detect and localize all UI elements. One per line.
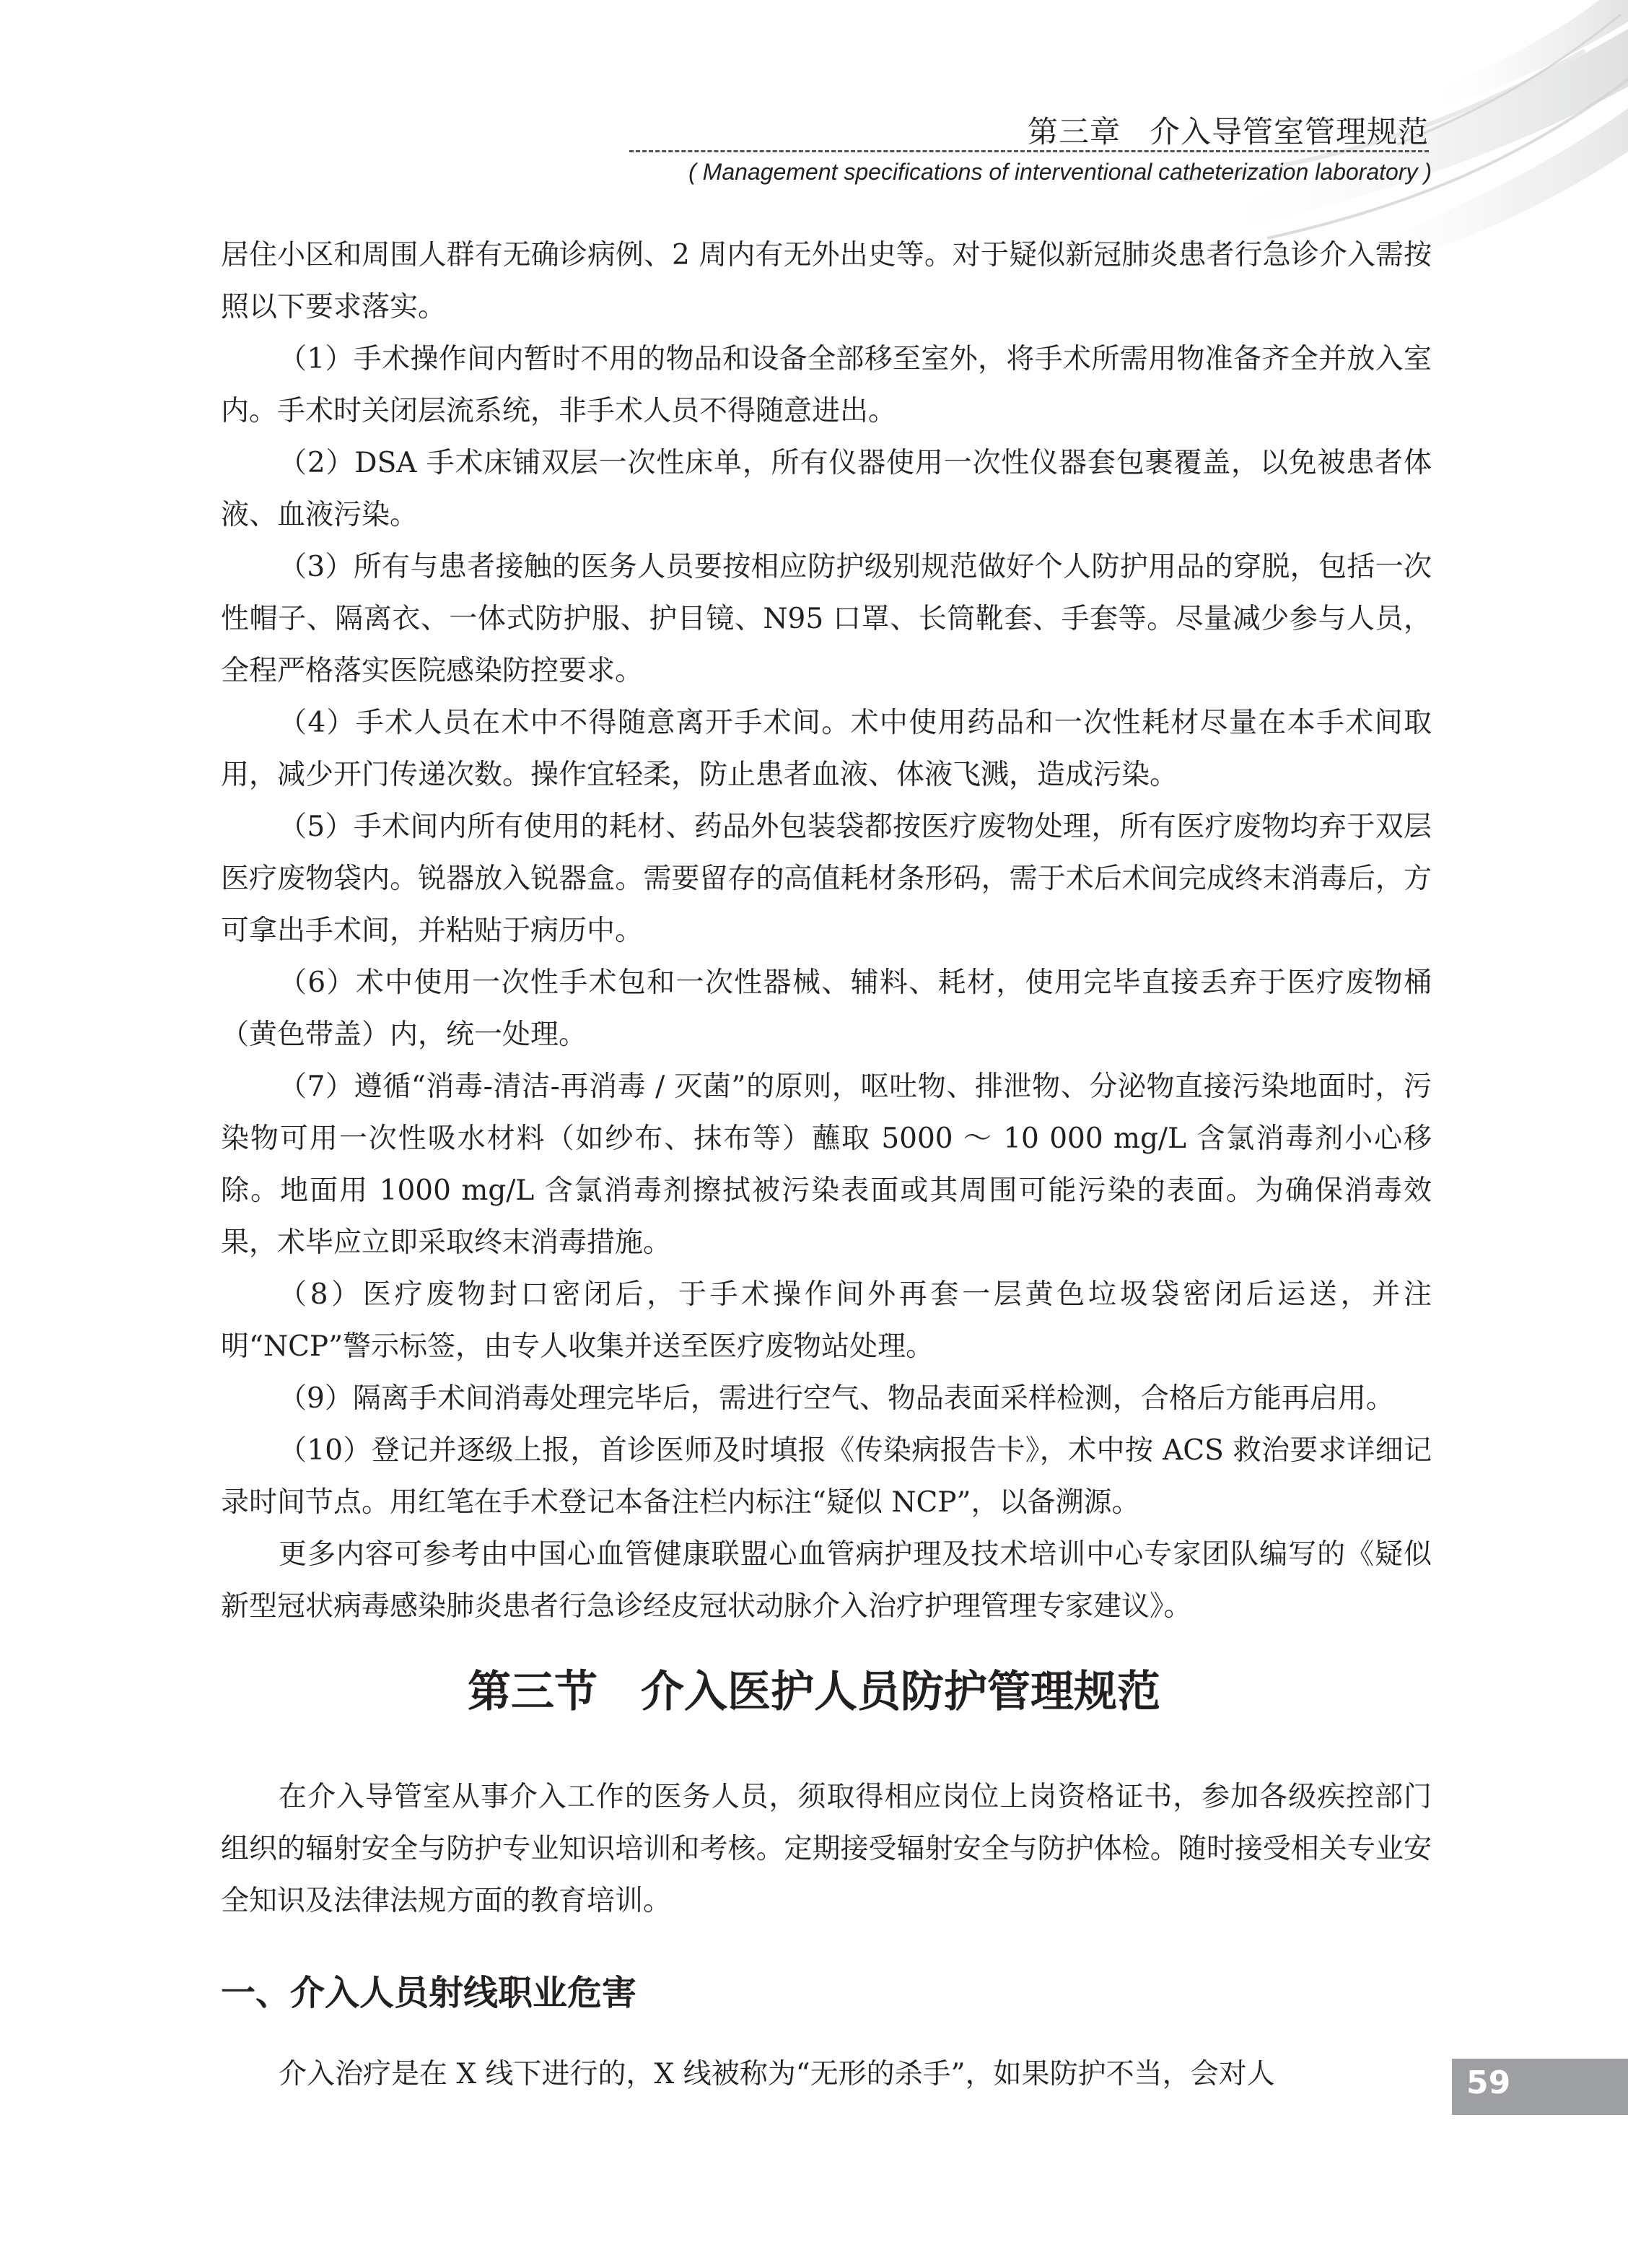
paragraph: （10）登记并逐级上报，首诊医师及时填报《传染病报告卡》，术中按 ACS 救治要求详细记录时间节点。用红笔在手术登记本备注栏内标注“疑似 NCP”，以备溯源。 [221,1434,1432,1519]
paragraph: （7）遵循“消毒-清洁-再消毒 / 灭菌”的原则，呕吐物、排泄物、分泌物直接污染地面时，污染物可用一次性吸水材料（如纱布、抹布等）蘸取 5000 ～ 10 000 mg/L 含氯消毒剂小心移除。地面用 1000 mg/L 含氯消毒剂擦拭被污染表面或其周围可能污染的表面。为确保消毒效果，术毕应立即采取终末消毒措施。 [221,1070,1432,1259]
page-number: 59 [1466,2064,1511,2101]
paragraph: 介入治疗是在 X 线下进行的，X 线被称为“无形的杀手”，如果防护不当，会对人 [279,2058,1275,2090]
page-number-tab [1452,2059,1628,2115]
chapter-english-subtitle: ( Management specifications of interventional catheterization laboratory ) [688,159,1432,185]
paragraph: 居住小区和周围人群有无确诊病例、2 周内有无外出史等。对于疑似新冠肺炎患者行急诊介入需按照以下要求落实。 [221,239,1432,323]
paragraph: 在介入导管室从事介入工作的医务人员，须取得相应岗位上岗资格证书，参加各级疾控部门组织的辐射安全与防护专业知识培训和考核。定期接受辐射安全与防护体检。随时接受相关专业安全知识及法律法规方面的教育培训。 [221,1781,1432,1917]
paragraph: （3）所有与患者接触的医务人员要按相应防护级别规范做好个人防护用品的穿脱，包括一次性帽子、隔离衣、一体式防护服、护目镜、N95 口罩、长筒靴套、手套等。尽量减少参与人员，全程严格落实医院感染防控要求。 [221,551,1432,687]
section-number: 第三节 [468,1667,598,1717]
paragraph: （2）DSA 手术床铺双层一次性床单，所有仪器使用一次性仪器套包裹覆盖，以免被患者体液、血液污染。 [221,447,1432,531]
paragraph: 更多内容可参考由中国心血管健康联盟心血管病护理及技术培训中心专家团队编写的《疑似新型冠状病毒感染肺炎患者行急诊经皮冠状动脉介入治疗护理管理专家建议》。 [221,1538,1432,1623]
paragraph: （6）术中使用一次性手术包和一次性器械、辅料、耗材，使用完毕直接丢弃于医疗废物桶（黄色带盖）内，统一处理。 [221,967,1432,1051]
running-header [1028,108,1429,152]
section-heading [0,1657,1628,1719]
subsection-body [221,2049,1432,2101]
paragraph: （1）手术操作间内暂时不用的物品和设备全部移至室外，将手术所需用物准备齐全并放入室内。手术时关闭层流系统，非手术人员不得随意进出。 [221,343,1432,427]
chapter-number: 第三章 [1027,114,1121,149]
section-intro [221,1771,1432,1927]
paragraph: （4）手术人员在术中不得随意离开手术间。术中使用药品和一次性耗材尽量在本手术间取用，减少开门传递次数。操作宜轻柔，防止患者血液、体液飞溅，造成污染。 [221,707,1432,791]
body-text-top [221,230,1432,1633]
paragraph: （5）手术间内所有使用的耗材、药品外包装袋都按医疗废物处理，所有医疗废物均弃于双层医疗废物袋内。锐器放入锐器盒。需要留存的高值耗材条形码，需于术后术间完成终末消毒后，方可拿出手术间，并粘贴于病历中。 [221,811,1432,947]
paragraph: （8）医疗废物封口密闭后，于手术操作间外再套一层黄色垃圾袋密闭后运送，并注明“NCP”警示标签，由专人收集并送至医疗废物站处理。 [221,1278,1432,1363]
subsection-heading: 一、介入人员射线职业危害 [221,1973,637,2013]
header-divider [629,150,1429,152]
section-title: 介入医护人员防护管理规范 [641,1667,1160,1717]
paragraph: （9）隔离手术间消毒处理完毕后，需进行空气、物品表面采样检测，合格后方能再启用。 [279,1382,1394,1415]
chapter-title: 介入导管室管理规范 [1149,114,1429,149]
